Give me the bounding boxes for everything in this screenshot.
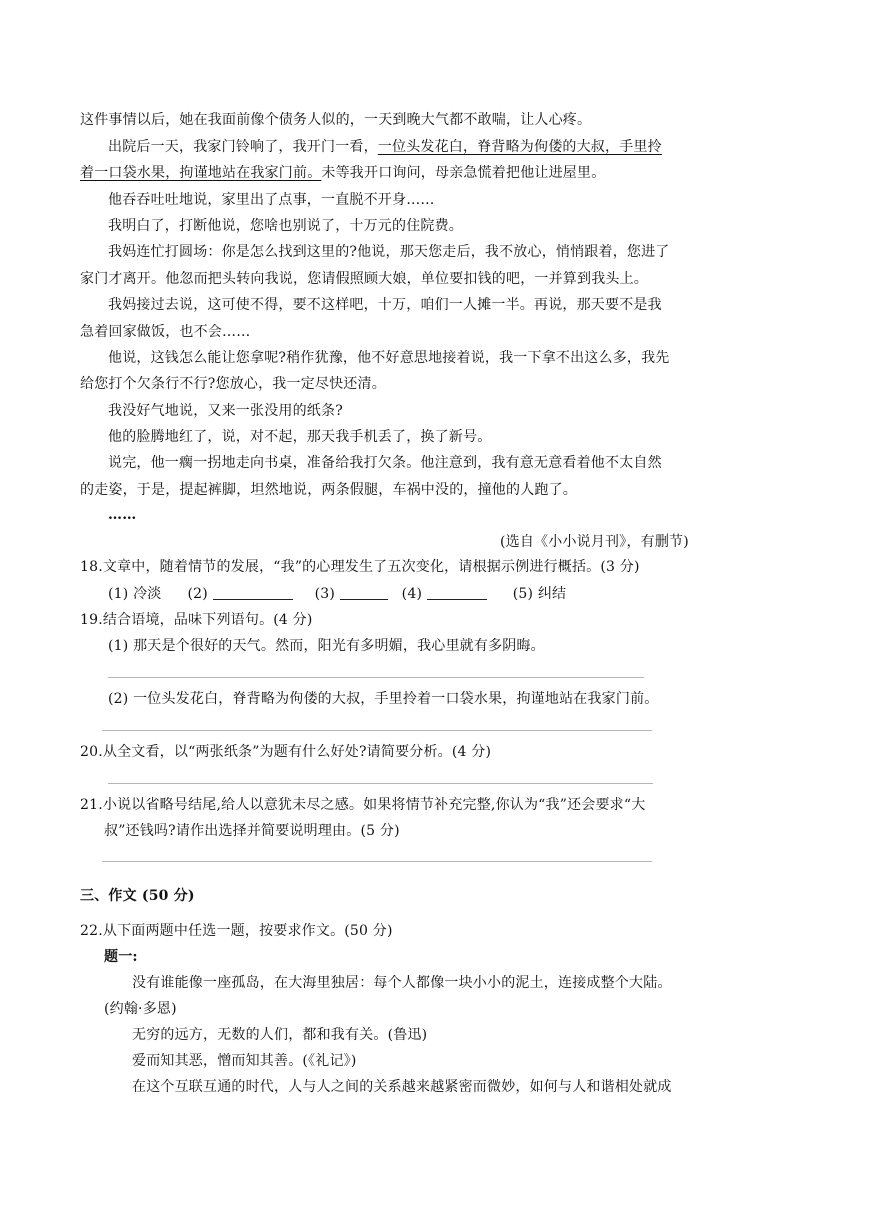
answer-line-19-1[interactable] xyxy=(108,677,644,678)
quote-1: 没有谁能像一座孤岛，在大海里独居：每个人都像一块小小的泥土，连接成整个大陆。 xyxy=(132,975,672,991)
q18-option-4: (4) xyxy=(401,586,423,602)
section-heading: 三、作文 (50 分) xyxy=(80,888,195,904)
passage-paragraph: 我明白了，打断他说，您啥也别说了，十万元的住院费。 xyxy=(108,218,463,234)
q18-option-1: (1) 冷淡 xyxy=(108,586,162,602)
topic-1-label: 题一: xyxy=(104,949,138,965)
passage-paragraph xyxy=(80,163,605,183)
passage-paragraph: 他的脸腾地红了，说，对不起，那天我手机丢了，换了新号。 xyxy=(108,429,492,445)
question-20: 20.从全文看，以“两张纸条”为题有什么好处?请简要分析。(4 分) xyxy=(80,744,492,760)
underlined-sentence: 一位头发花白，脊背略为佝偻的大叔，手里拎 xyxy=(377,139,662,155)
passage-paragraph: 我没好气地说，又来一张没用的纸条? xyxy=(108,403,343,419)
answer-line-19-2[interactable] xyxy=(102,730,652,731)
q18-blank-2[interactable] xyxy=(213,585,293,600)
passage-paragraph: 给您打个欠条行不行?您放心，我一定尽快还清。 xyxy=(80,376,386,392)
question-19-2: (2) 一位头发花白，脊背略为佝偻的大叔，手里拎着一口袋水果，拘谨地站在我家门前。 xyxy=(108,691,659,707)
underlined-sentence: 着一口袋水果，拘谨地站在我家门前。 xyxy=(80,165,322,181)
passage-paragraph: 我妈连忙打圆场：你是怎么找到这里的?他说，那天您走后，我不放心，悄悄跟着，您进了 xyxy=(108,244,670,260)
quote-3: 爱而知其恶，憎而知其善。(《礼记》) xyxy=(132,1053,357,1069)
passage-source: (选自《小小说月刊》，有删节) xyxy=(500,534,689,550)
q18-blank-4[interactable] xyxy=(427,585,487,600)
passage-paragraph: 他说，这钱怎么能让您拿呢?稍作犹豫，他不好意思地接着说，我一下拿不出这么多，我先 xyxy=(108,350,670,366)
question-22: 22.从下面两题中任选一题，按要求作文。(50 分) xyxy=(80,923,393,939)
composition-intro: 在这个互联互通的时代，人与人之间的关系越来越紧密而微妙，如何与人和谐相处就成 xyxy=(132,1079,672,1095)
question-19-1: (1) 那天是个很好的天气。然而，阳光有多明媚，我心里就有多阴晦。 xyxy=(108,638,545,654)
passage-paragraph: 的走姿，于是，提起裤脚，坦然地说，两条假腿，车祸中没的，撞他的人跑了。 xyxy=(80,482,577,498)
quote-1-author: (约翰·多恩) xyxy=(104,1001,177,1017)
answer-line-21[interactable] xyxy=(102,861,652,862)
question-18: 18.文章中，随着情节的发展，“我”的心理发生了五次变化，请根据示例进行概括。(3 分) xyxy=(80,559,640,575)
quote-2: 无穷的远方，无数的人们，都和我有关。(鲁迅) xyxy=(132,1027,428,1043)
passage-text: 未等我开口询问，母亲急慌着把他让进屋里。 xyxy=(321,165,606,181)
q18-option-3: (3) xyxy=(314,586,336,602)
q18-option-5: (5) 纠结 xyxy=(512,586,567,602)
passage-paragraph: 说完，他一瘸一拐地走向书桌，准备给我打欠条。他注意到，我有意无意看着他不太自然 xyxy=(108,455,662,471)
q18-blank-3[interactable] xyxy=(340,585,388,600)
passage-paragraph: 他吞吞吐吐地说，家里出了点事，一直脱不开身…… xyxy=(108,192,435,208)
passage-paragraph: 我妈接过去说，这可使不得，要不这样吧，十万，咱们一人摊一半。再说，那天要不是我 xyxy=(108,297,662,313)
question-19: 19.结合语境，品味下列语句。(4 分) xyxy=(80,612,313,628)
passage-paragraph: 家门才离开。他忽而把头转向我说，您请假照顾大娘，单位要扣钱的吧，一并算到我头上。 xyxy=(80,271,648,287)
passage-paragraph xyxy=(108,137,662,157)
question-21-continued: 叔”还钱吗?请作出选择并简要说明理由。(5 分) xyxy=(104,823,400,839)
question-21: 21.小说以省略号结尾,给人以意犹未尽之感。如果将情节补充完整,你认为“我”还会要求“大 xyxy=(80,797,646,813)
passage-paragraph: 急着回家做饭，也不会…… xyxy=(80,324,251,340)
passage-paragraph: 这件事情以后，她在我面前像个债务人似的，一天到晚大气都不敢喘，让人心疼。 xyxy=(80,112,592,128)
question-18-options xyxy=(108,584,566,604)
answer-line-20[interactable] xyxy=(108,783,653,784)
passage-text: 出院后一天，我家门铃响了，我开门一看， xyxy=(108,139,378,155)
passage-ellipsis: …… xyxy=(108,507,137,523)
q18-option-2: (2) xyxy=(187,586,208,602)
